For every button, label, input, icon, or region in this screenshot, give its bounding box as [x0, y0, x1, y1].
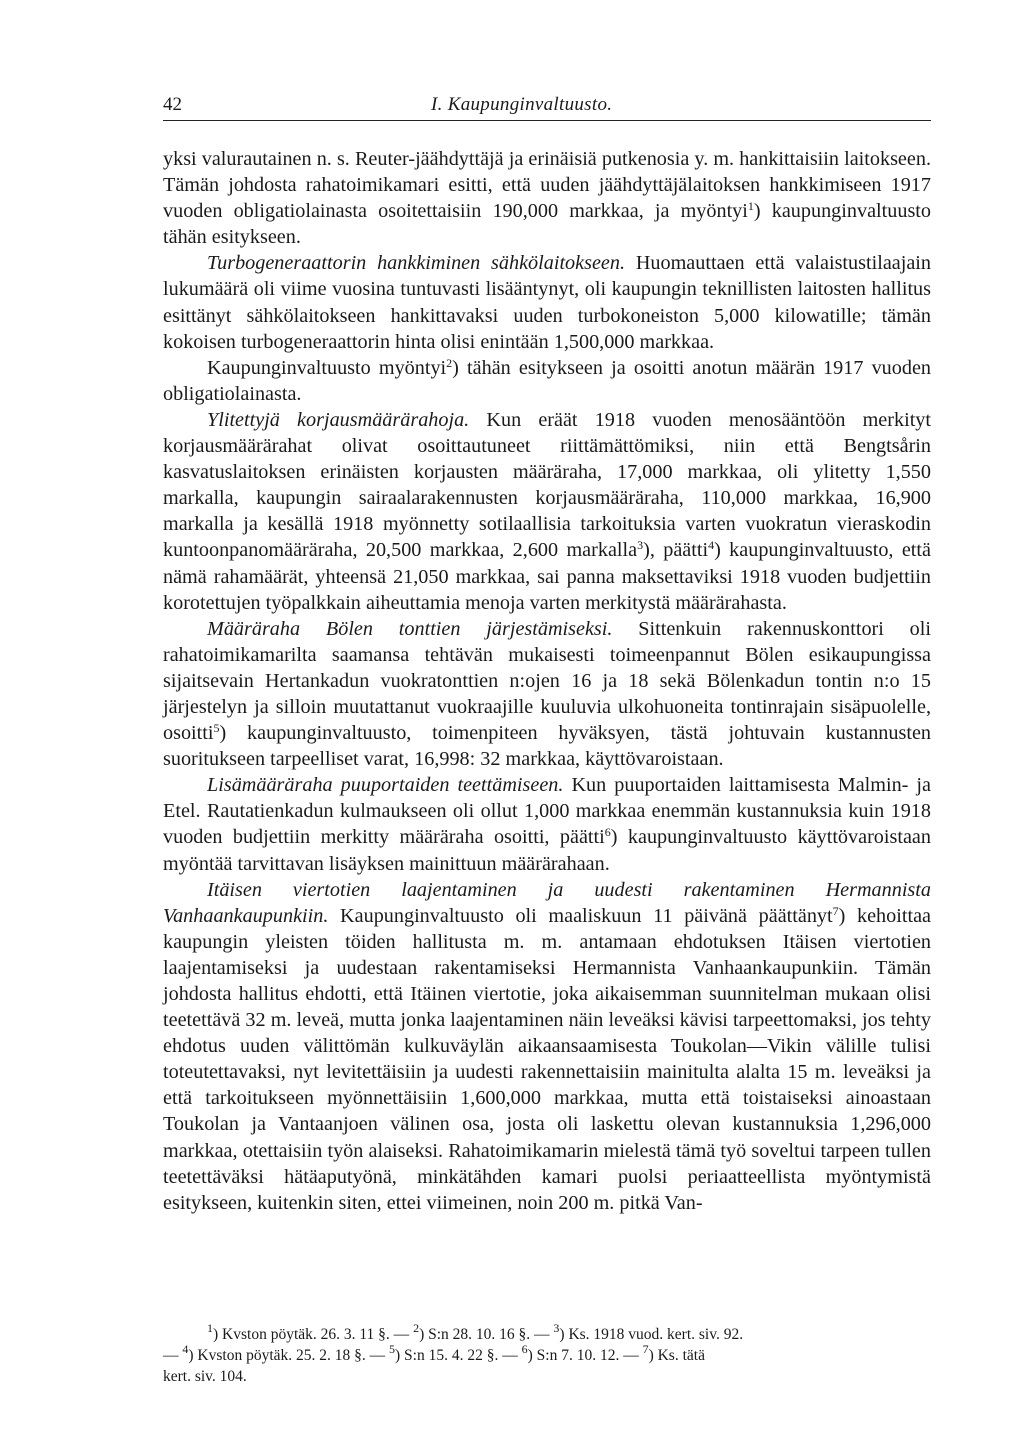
paragraph	[163, 250, 931, 354]
paragraph-text: ) kehoittaa kaupungin yleisten töiden hallitusta m. m. antamaan ehdotuksen Itäisen viertotien laajentamiseksi ja uudestaan rakentamiseksi Hermannista Vanhaankaupunkiin. Tämän johdosta hallitus ehdotti, että Itäinen viertotie, joka aikaisemman suunnitelman mukaan olisi teetettävä 32 m. leveä, mutta jonka laajentaminen näin leveäksi kävisi tarpeettomaksi, jos tehty ehdotus uuden välittömän kulkuväylän aikaansaamisesta Toukolan—Vikin välille tulisi toteutettavaksi, nyt levitettäisiin ja uudesti rakennettaisiin mainitulta alalta 15 m. leveäksi ja että tarkoitukseen myönnettäisiin 1,600,000 markkaa, mutta että toistaiseksi ainoastaan Toukolan ja Vantaanjoen välinen osa, josta oli laskettu olevan kustannuksia 1,296,000 markkaa, otettaisiin työn alaiseksi. Rahatoimikamarin mielestä tämä työ soveltui tarpeen tullen teetettäväksi hätäaputyönä, minkätähden kamari puolsi periaatteellista myöntymistä esitykseen, kuitenkin siten, ettei viimeinen, noin 200 m. pitkä Van-	[163, 904, 931, 1214]
paragraph-text: Kun puuportaiden laittamisesta Malmin- ja Etel. Rautatienkadun kulmaukseen oli ollut 1,000 markkaa enemmän kustannuksia kuin 1918 vuoden budjettiin merkitty määräraha osoitti, päätti	[163, 774, 931, 849]
footnote-text: ) Ks. 1918 vuod. kert. siv. 92.	[559, 1326, 744, 1343]
body-text	[163, 146, 931, 1216]
paragraph-text: Sittenkuin rakennuskonttori oli rahatoimikamarilta saamansa tehtävän mukaisesti toimeenpannut Bölen esikaupungissa sijaitsevain Hertankadun vuokratonttien n:ojen 16 ja 18 sekä Bölenkadun tontin n:o 15 järjestelyn ja silloin muutattanut vuokraajille kuuluvia ulkohuoneita tontinrajain sisäpuolelle, osoitti	[163, 617, 931, 745]
footnote-ref: 7	[832, 903, 839, 918]
paragraph	[163, 877, 931, 1216]
footnote-marker: 1	[207, 1321, 213, 1335]
paragraph	[163, 355, 931, 407]
section-heading: Määräraha Bölen tonttien järjestämiseksi.	[207, 617, 613, 640]
footnote-text: ) Kvston pöytäk. 25. 2. 18 §. —	[188, 1347, 390, 1364]
footnote-ref: 2	[446, 355, 453, 370]
paragraph-text: ) kaupunginvaltuusto, toimenpiteen hyväksyen, tästä johtuvain kustannusten suoritukseen tarpeelliset varat, 16,998: 32 markkaa, käyttövaroistaan.	[163, 722, 931, 771]
paragraph-text: ) kaupunginvaltuusto, että nämä rahamäärät, yhteensä 21,050 markkaa, sai panna maksettaviksi 1918 vuoden budjettiin korotettujen työpalkkain aiheuttamia menoja varten merkitystä määrärahasta.	[163, 539, 931, 614]
paragraph-text: Kun eräät 1918 vuoden menosääntöön merkityt korjausmäärärahat olivat osoittautuneet riittämättömiksi, niin että Bengtsårin kasvatuslaitoksen erinäisten korjausten määräraha, 17,000 markkaa, oli ylitetty 1,550 markalla, kaupungin sairaalarakennusten korjausmääräraha, 110,000 markkaa, 16,900 markalla ja kesällä 1918 myönnetty sotilaallisia tarkoituksia varten vuokratun vieraskodin kuntoonpanomääräraha, 20,500 markkaa, 2,600 markalla	[163, 408, 932, 562]
footnote-text: ) Kvston pöytäk. 26. 3. 11 §. —	[213, 1326, 414, 1343]
paragraph	[163, 407, 931, 616]
footnote-text: ) S:n 28. 10. 16 §. —	[419, 1326, 554, 1343]
footnote-marker: 4	[182, 1342, 189, 1356]
footnote-marker: 3	[553, 1321, 560, 1335]
paragraph-text: Kaupunginvaltuusto oli maaliskuun 11 päivänä päättänyt	[328, 904, 833, 927]
paragraph-text: Huomauttaen että valaistustilaajain lukumäärä oli viime vuosina tuntuvasti lisääntynyt, oli kaupungin teknillisten laitosten hallitus esittänyt sähkölaitokseen hankittavaksi uuden turbokoneiston 5,000 kilowatille; tämän kokoisen turbogeneraattorin hinta olisi enintään 1,500,000 markkaa.	[163, 252, 932, 353]
footnote-marker: 2	[413, 1321, 420, 1335]
paragraph-text: ) kaupunginvaltuusto tähän esitykseen.	[163, 200, 931, 249]
paragraph	[163, 146, 931, 250]
paragraph-text: yksi valurautainen n. s. Reuter-jäähdyttäjä ja erinäisiä putkenosia y. m. hankittaisiin laitokseen. Tämän johdosta rahatoimikamari esitti, että uuden jäähdyttäjälaitoksen hankkimiseen 1917 vuoden obligatiolainasta osoitettaisiin 190,000 markkaa, ja myöntyi	[163, 148, 931, 223]
paragraph-text: ) tähän esitykseen ja osoitti anotun määrän 1917 vuoden obligatiolainasta.	[163, 356, 931, 405]
section-heading: Itäisen viertotien laajentaminen ja uudesti rakentaminen Hermannista Vanhaankaupunkiin.	[163, 878, 931, 927]
footnote-line	[163, 1321, 931, 1345]
footnote-text: ) S:n 7. 10. 12. —	[527, 1347, 643, 1364]
paragraph	[163, 772, 931, 876]
footnote-text: kert. siv. 104.	[163, 1368, 247, 1385]
footnotes	[163, 1321, 931, 1387]
footnote-text: —	[163, 1347, 183, 1364]
footnote-marker: 6	[521, 1342, 528, 1356]
footnote-line	[163, 1366, 931, 1387]
section-heading: Ylitettyjä korjausmäärärahoja.	[207, 408, 470, 431]
running-title: I. Kaupunginvaltuusto.	[431, 94, 613, 115]
footnote-marker: 7	[642, 1342, 649, 1356]
footnote-text: ) S:n 15. 4. 22 §. —	[395, 1347, 522, 1364]
footnote-ref: 1	[747, 199, 754, 214]
paragraph-text: Kaupunginvaltuusto myöntyi	[207, 356, 447, 379]
footnote-marker: 5	[389, 1342, 396, 1356]
section-heading: Lisämääräraha puuportaiden teettämiseen.	[207, 774, 564, 797]
section-heading: Turbogeneraattorin hankkiminen sähkölaitokseen.	[207, 252, 626, 275]
footnote-ref: 4	[708, 538, 715, 553]
paragraph	[163, 616, 931, 773]
footnote-ref: 6	[604, 825, 611, 840]
page-header	[163, 94, 931, 121]
page-number: 42	[163, 94, 182, 115]
paragraph-text: ) kaupunginvaltuusto käyttövaroistaan myöntää tarvittavan lisäyksen mainittuun määrärahaan.	[163, 826, 931, 875]
footnote-ref: 5	[213, 721, 220, 736]
footnote-text: ) Ks. tätä	[648, 1347, 705, 1364]
paragraph-text: ), päätti	[643, 539, 709, 562]
footnote-line	[163, 1342, 931, 1366]
footnote-ref: 3	[637, 538, 644, 553]
